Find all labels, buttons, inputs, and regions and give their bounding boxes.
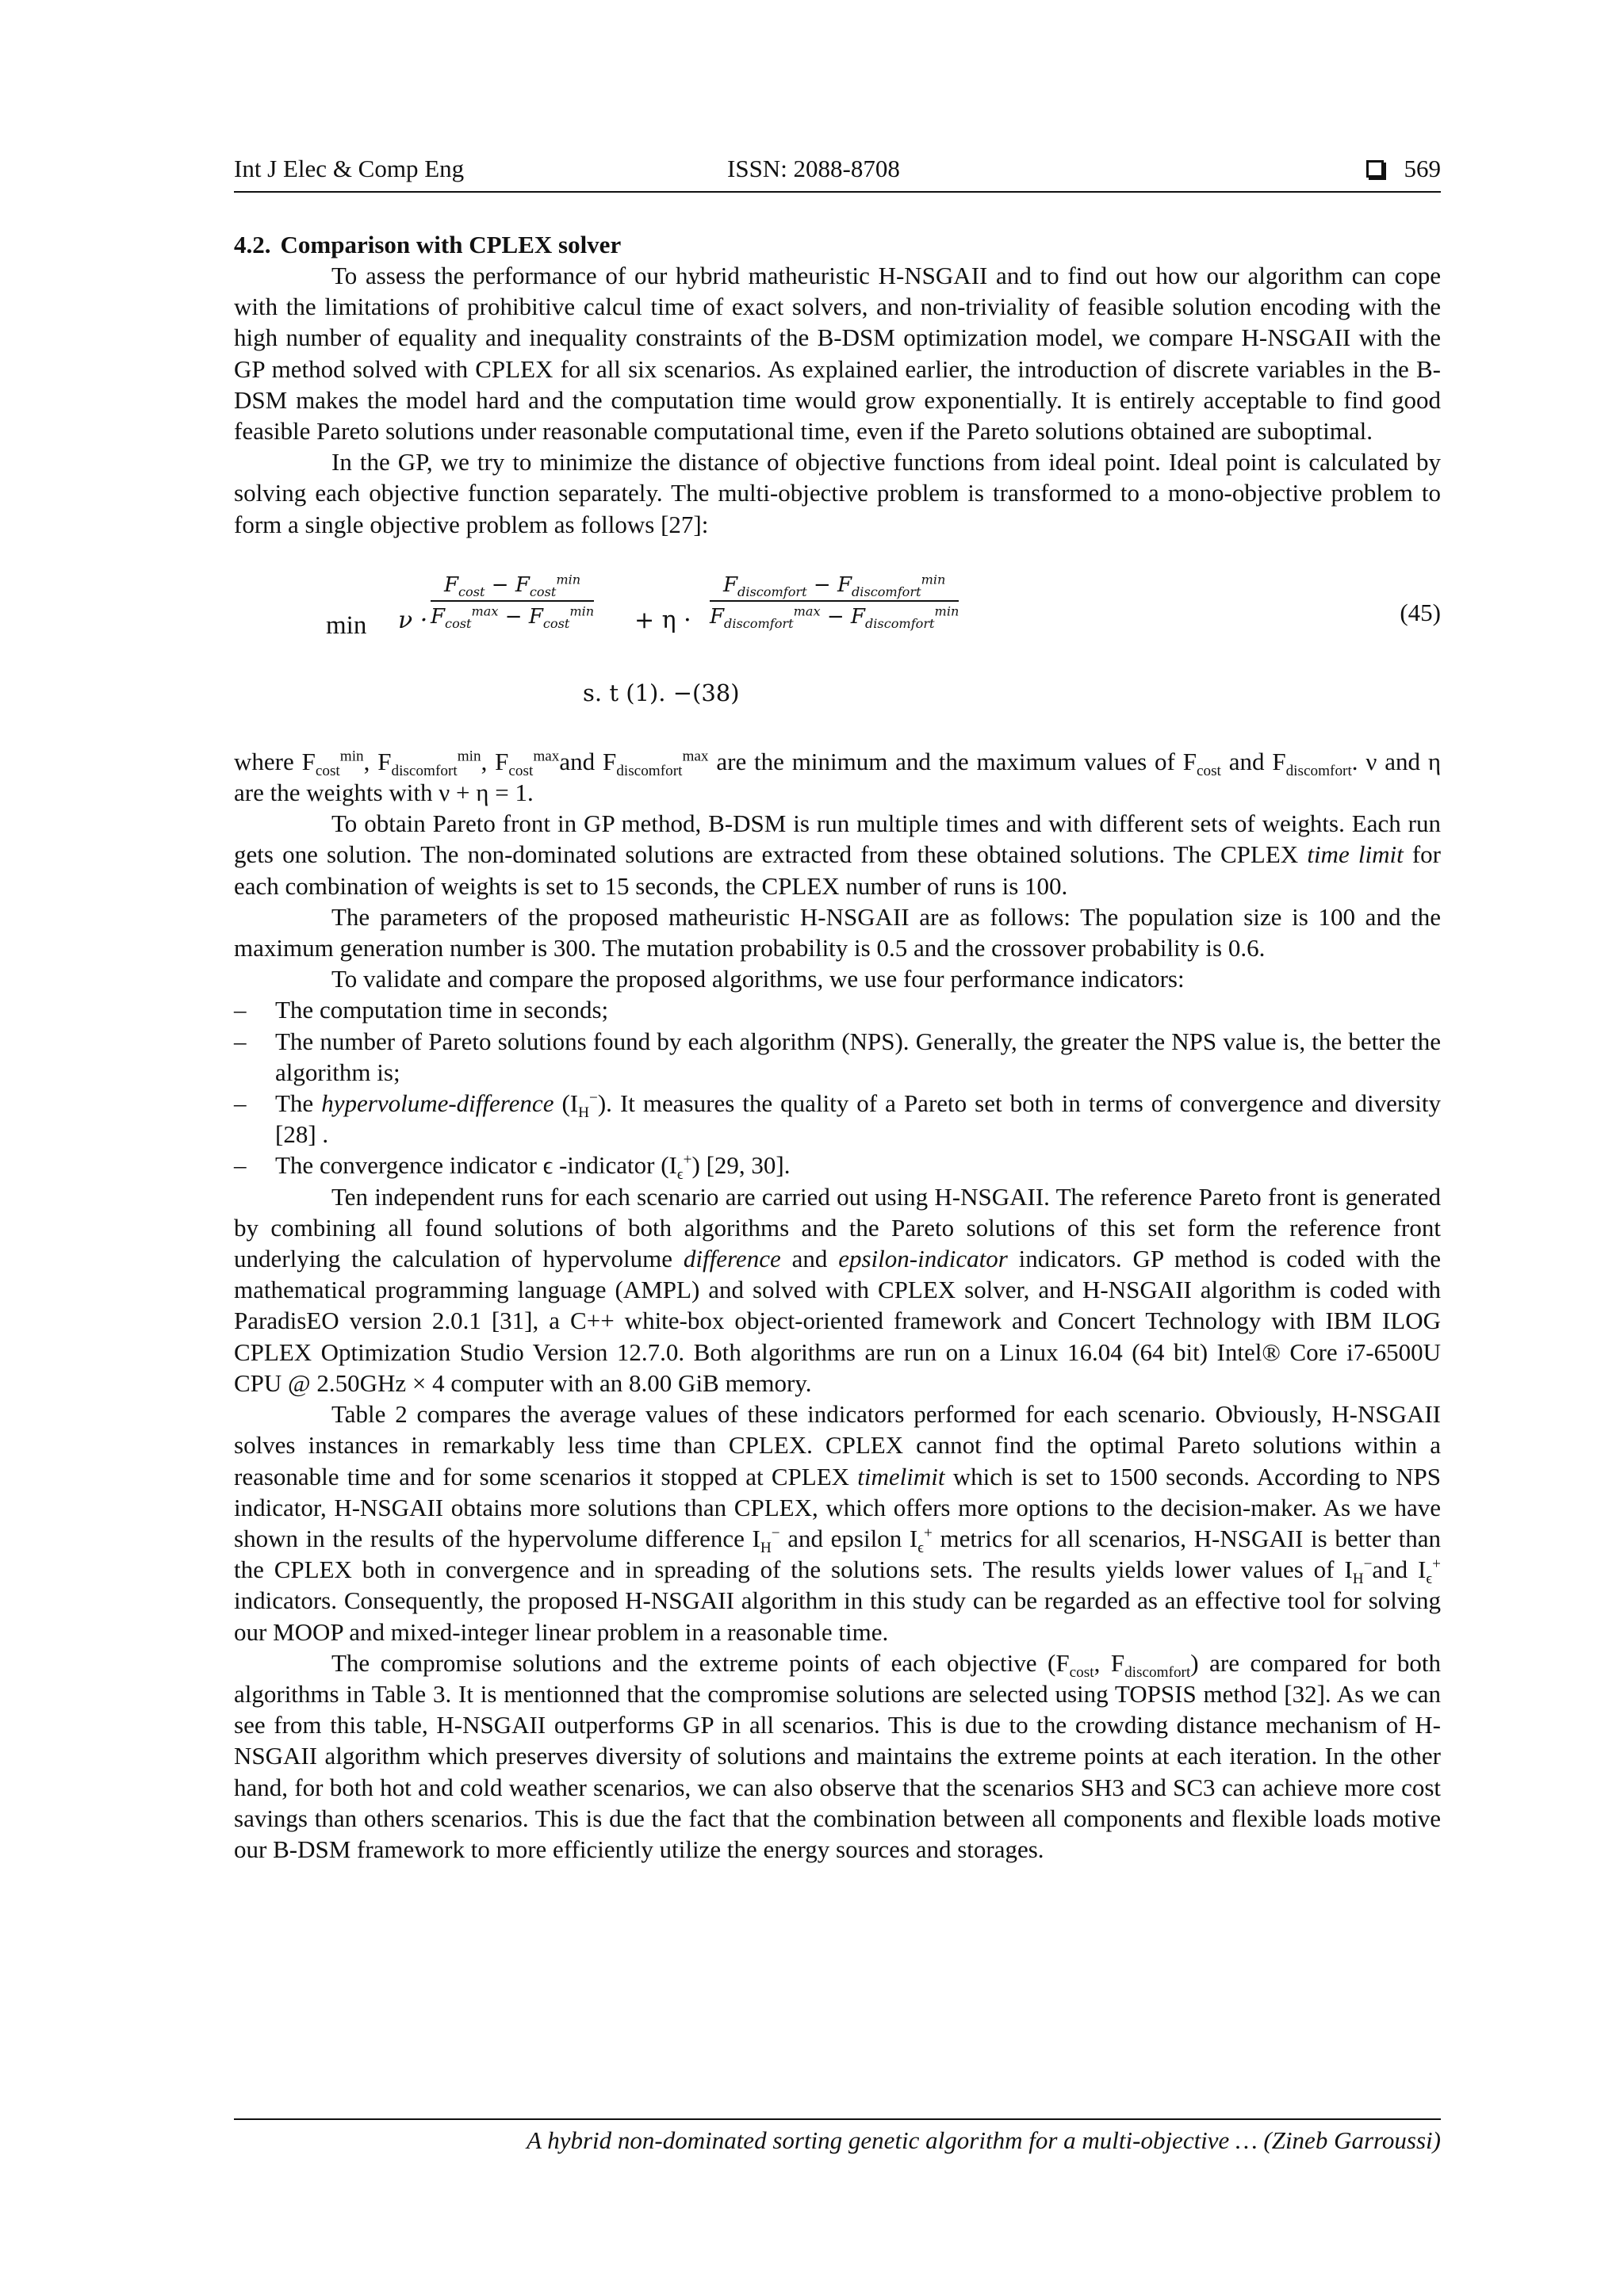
paragraph-8: Table 2 compares the average values of these indicators performed for each scenario. Obviously, H-NSGAII solves instances in remarkably less time than CPLEX. CPLEX cannot find the optimal Pareto solutions within a reasonable time and for some scenarios it stopped at CPLEX timelimit which is set to 1500 seconds. According to NPS indicator, H-NSGAII obtains more solutions than CPLEX, which offers more options to the decision-maker. As we have shown in the results of the hypervolume difference $I_H^-$ and epsilon $I_\epsilon^+$ metrics for all scenarios, H-NSGAII is better than the CPLEX both in convergence and in spreading of the solutions sets. The results yields lower values of $I_H^-and$ $I_\epsilon^+$ indicators. Consequently, the proposed H-NSGAII algorithm in this study can be regarded as an effective tool for solving our MOOP and mixed-integer linear problem in a reasonable time. <box>234 1400 1441 1646</box>
running-footer: A hybrid non-dominated sorting genetic algorithm for a multi-objective … (Zineb Garroussi) <box>527 2126 1441 2154</box>
eq-denominator-cost: $F_{cost}^{max} - F_{cost}^{min}$ <box>431 603 595 632</box>
eq-fraction-bar <box>431 600 594 602</box>
eq-plus-eta: + η · <box>634 606 691 634</box>
eq-numerator-discomfort: $F_{discomfort} - F_{discomfort}^{min}$ <box>722 572 946 600</box>
eq-constraint: s. t (1). −(38) <box>583 679 740 706</box>
running-header <box>234 155 1441 194</box>
paragraph-4: To obtain Pareto front in GP method, B-DSM is run multiple times and with different sets of weights. Each run gets one solution. The non-dominated solutions are extracted from these obtained solutions. The CPLEX time limit for each combination of weights is set to 15 seconds, the CPLEX number of runs is 100. <box>234 809 1441 900</box>
square-bullet-icon <box>1366 160 1384 178</box>
header-rule <box>234 191 1441 193</box>
issn: ISSN: 2088-8708 <box>727 155 900 182</box>
equation-45 <box>234 567 1441 746</box>
list-item: – The convergence indicator ϵ -indicator $(I_\epsilon^+)$ [29, 30]. <box>234 1151 791 1184</box>
paragraph-2: In the GP, we try to minimize the distance of objective functions from ideal point. Ideal point is calculated by solving each objective function separately. The multi-objective problem is transformed to a mono-objective problem to form a single objective problem as follows [27]: <box>234 448 1441 538</box>
section-title: Comparison with CPLEX solver <box>280 231 622 258</box>
paragraph-5: The parameters of the proposed matheuristic H-NSGAII are as follows: The population size is 100 and the maximum generation number is 300. The mutation probability is 0.5 and the crossover probability is 0.6. <box>234 902 1441 962</box>
eq-fraction-cost <box>431 572 595 632</box>
eq-fraction-discomfort <box>710 572 959 632</box>
list-item: – The number of Pareto solutions found by each algorithm (NPS). Generally, the greater the NPS value is, the better the algorithm is; <box>234 1027 1441 1086</box>
journal-name: Int J Elec & Comp Eng <box>234 155 465 182</box>
eq-fraction-bar <box>710 600 959 602</box>
eq-nu: ν · <box>398 606 428 634</box>
eq-min: min <box>326 610 367 640</box>
page <box>234 155 1441 1865</box>
page-number: 569 <box>1404 155 1441 182</box>
section-number: 4.2. <box>234 231 271 258</box>
eq-number: (45) <box>1400 598 1441 626</box>
eq-denominator-discomfort: $F_{discomfort}^{max} - F_{discomfort}^{min}$ <box>710 603 959 632</box>
indicator-list <box>234 994 1442 1184</box>
eq-numerator-cost: $F_{cost} - F_{cost}^{min}$ <box>443 572 581 600</box>
paragraph-6: To validate and compare the proposed algorithms, we use four performance indicators: <box>331 965 1185 993</box>
paragraph-3: where $F_{cost}^{min}$, $F_{discomfort}^{min}$, $F_{cost}^{max}and$ $F_{discomfort}^{max}$ are the minimum and the maximum values of $F_{cost}$ and $F_{discomfort}$. ν and η are the weights with ν + η = 1. <box>234 747 1442 807</box>
list-item: – The hypervolume-difference $(I_H^-)$. It measures the quality of a Pareto set both in terms of convergence and diversity [28] . <box>234 1089 1442 1149</box>
footer-rule <box>234 2118 1441 2120</box>
section-heading <box>234 229 1441 260</box>
paragraph-7: Ten independent runs for each scenario are carried out using H-NSGAII. The reference Pareto front is generated by combining all found solutions of both algorithms and the Pareto solutions of this set form the reference front underlying the calculation of hypervolume difference and epsilon-indicator indicators. GP method is coded with the mathematical programming language (AMPL) and solved with CPLEX solver, and H-NSGAII algorithm is coded with ParadisEO version 2.0.1 [31], a C++ white-box object-oriented framework and Concert Technology with IBM ILOG CPLEX Optimization Studio Version 12.7.0. Both algorithms are run on a Linux 16.04 (64 bit) Intel® Core i7-6500U CPU @ 2.50GHz × 4 computer with an 8.00 GiB memory. <box>234 1182 1442 1397</box>
paragraph-1: To assess the performance of our hybrid matheuristic H-NSGAII and to find out how our algorithm can cope with the limitations of prohibitive calcul time of exact solvers, and non-triviality of feasible solution encoding with the high number of equality and inequality constraints of the B-DSM optimization model, we compare H-NSGAII with the GP method solved with CPLEX for all six scenarios. As explained earlier, the introduction of discrete variables in the B-DSM makes the model hard and the computation time would grow exponentially. It is entirely acceptable to find good feasible Pareto solutions under reasonable computational time, even if the Pareto solutions obtained are suboptimal. <box>234 262 1441 446</box>
list-item: – The computation time in seconds; <box>234 996 609 1024</box>
paragraph-9: The compromise solutions and the extreme points of each objective ($F_{cost}$, $F_{discomfort}$) are compared for both algorithms in Table 3. It is mentionned that the compromise solutions are selected using TOPSIS method [32]. As we can see from this table, H-NSGAII outperforms GP in all scenarios. This is due to the crowding distance mechanism of H-NSGAII algorithm which preserves diversity of solutions and maintains the extreme points at each iteration. In the other hand, for both hot and cold weather scenarios, we can also observe that the scenarios SH3 and SC3 can achieve more cost savings than others scenarios. This is due the fact that the combination between all components and flexible loads motive our B-DSM framework to more efficiently utilize the energy sources and storages. <box>234 1648 1441 1863</box>
